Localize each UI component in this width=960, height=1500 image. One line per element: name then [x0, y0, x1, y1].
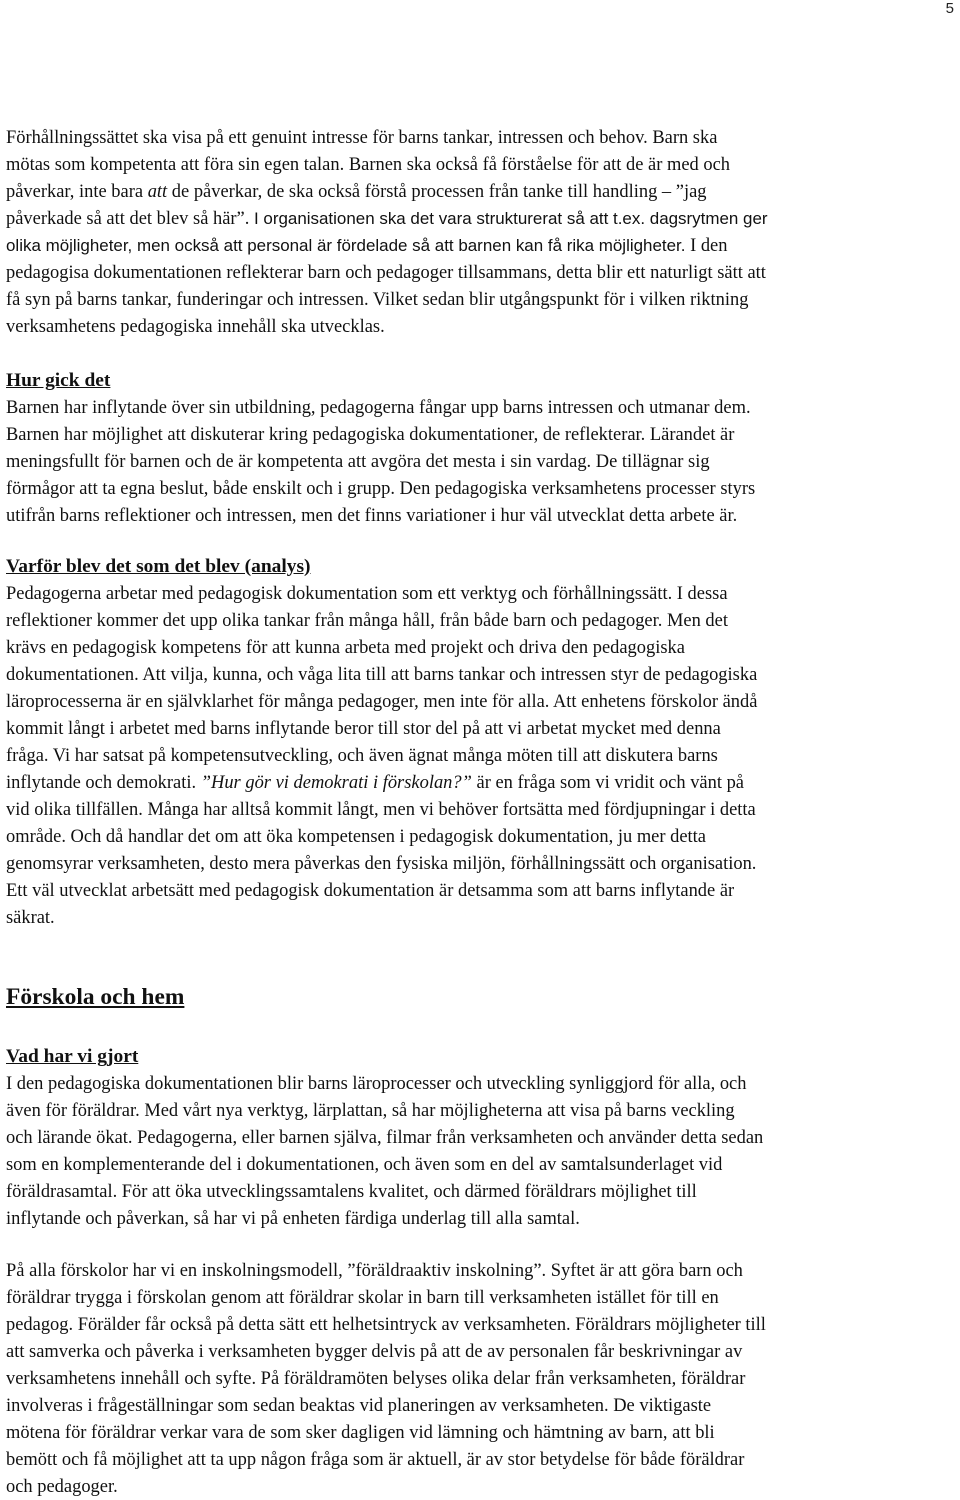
section-heading: Hur gick det	[6, 370, 111, 391]
text-line: område. Och då handlar det om att öka kompetensen i pedagogisk dokumentation, ju mer detta	[6, 826, 706, 846]
text-line: pedagog. Förälder får också på detta sätt ett helhetsintryck av verksamheten. Föräldrars möjligheter till	[6, 1314, 766, 1334]
text-line: få syn på barns tankar, funderingar och intressen. Vilket sedan blir utgångspunkt för i vilken riktning	[6, 289, 749, 309]
text-line: och lärande ökat. Pedagogerna, eller barnen själva, filmar från verksamheten och använder detta sedan	[6, 1127, 764, 1147]
text-line: Barnen har inflytande över sin utbildning, pedagogerna fångar upp barns intressen och utmanar dem.	[6, 397, 751, 417]
text-line: att samverka och påverka i verksamheten bygger delvis på att de av personalen får beskrivningar av	[6, 1341, 743, 1361]
text-line: säkrat.	[6, 907, 55, 927]
text-line: inflytande och demokrati. ”Hur gör vi demokrati i förskolan?” är en fråga som vi vridit och vänt på	[6, 772, 744, 792]
chapter-heading: Förskola och hem	[6, 984, 185, 1010]
section-heading: Varför blev det som det blev (analys)	[6, 556, 311, 577]
text-line: genomsyrar verksamheten, desto mera påverkas den fysiska miljön, förhållningssätt och organisation.	[6, 853, 757, 873]
text-line: mötas som kompetenta att föra sin egen talan. Barnen ska också få förståelse för att de är med och	[6, 154, 731, 174]
text-line: förmågor att ta egna beslut, både enskilt och i grupp. Den pedagogiska verksamhetens processer styrs	[6, 478, 756, 498]
inskolning-paragraph	[6, 1257, 958, 1500]
text-line: läroprocesserna är en självklarhet för många pedagoger, men inte för alla. Att enhetens förskolor ändå	[6, 691, 758, 711]
text-line: Förhållningssättet ska visa på ett genuint intresse för barns tankar, intressen och behov. Barn ska	[6, 127, 718, 147]
text-line: olika möjligheter, men också att personal är fördelade så att barnen kan få rika möjligheter. I den	[6, 235, 728, 255]
text-line: som en komplementerande del i dokumentationen, och även som en del av samtalsunderlaget vid	[6, 1154, 723, 1174]
text-line: även för föräldrar. Med vårt nya verktyg, lärplattan, så har möjligheterna att visa på barns veckling	[6, 1100, 735, 1120]
text-line: verksamhetens pedagogiska innehåll ska utvecklas.	[6, 316, 385, 336]
text-line: vid olika tillfällen. Många har alltså kommit långt, men vi behöver fortsätta med fördjupningar i detta	[6, 799, 756, 819]
text-line: involveras i frågeställningar som sedan beaktas vid planeringen av verksamheten. De viktigaste	[6, 1395, 712, 1415]
text-line: Ett väl utvecklat arbetsätt med pedagogisk dokumentation är detsamma som att barns inflytande är	[6, 880, 735, 900]
text-line: kommit långt i arbetet med barns inflytande beror till stor del på att vi arbetat mycket med denna	[6, 718, 721, 738]
text-line: Barnen har möjlighet att diskuterar kring pedagogiska dokumentationer, de reflekterar. Lärandet är	[6, 424, 735, 444]
text-line: inflytande och påverkan, så har vi på enheten färdiga underlag till alla samtal.	[6, 1208, 580, 1228]
text-line: På alla förskolor har vi en inskolningsmodell, ”föräldraaktiv inskolning”. Syftet är att göra barn och	[6, 1260, 743, 1280]
text-line: verksamhetens innehåll och syfte. På föräldramöten belyses olika delar från verksamheten, föräldrar	[6, 1368, 746, 1388]
text-line: meningsfullt för barnen och de är kompetenta att avgöra det mesta i sin vardag. De tillägnar sig	[6, 451, 710, 471]
text-line: bemött och få möjlighet att ta upp någon fråga som är aktuell, är av stor betydelse för både föräldrar	[6, 1449, 745, 1469]
text-line: I den pedagogiska dokumentationen blir barns läroprocesser och utveckling synliggjord för alla, och	[6, 1073, 747, 1093]
section-hur-gick-det	[6, 367, 958, 529]
text-line: dokumentationen. Att vilja, kunna, och våga lita till att barns tankar och intressen styr de pedagogiska	[6, 664, 758, 684]
text-line: påverkade så att det blev så här”. I organisationen ska det vara strukturerat så att t.ex. dagsrytmen ger	[6, 208, 768, 228]
text-line: föräldrar trygga i förskolan genom att föräldrar skolar in barn till verksamheten istället för till en	[6, 1287, 719, 1307]
section-heading: Vad har vi gjort	[6, 1046, 139, 1067]
section-forskola-och-hem	[6, 982, 958, 1012]
intro-paragraph	[6, 124, 958, 340]
text-line: mötena för föräldrar verkar vara de som sker dagligen vid lämning och hämtning av barn, att bli	[6, 1422, 715, 1442]
text-line: påverkar, inte bara att de påverkar, de ska också förstå processen från tanke till handling – ”jag	[6, 181, 707, 201]
section-analys	[6, 553, 958, 931]
page-number: 5	[945, 0, 954, 17]
text-line: reflektioner kommer det upp olika tankar från många håll, från både barn och pedagoger. Men det	[6, 610, 728, 630]
section-vad-har-vi-gjort	[6, 1043, 958, 1232]
text-line: föräldrasamtal. För att öka utvecklingssamtalens kvalitet, och därmed föräldrars möjlighet till	[6, 1181, 697, 1201]
text-line: krävs en pedagogisk kompetens för att kunna arbeta med projekt och driva den pedagogiska	[6, 637, 685, 657]
text-line: pedagogisa dokumentationen reflekterar barn och pedagoger tillsammans, detta blir ett naturligt sätt att	[6, 262, 766, 282]
text-line: och pedagoger.	[6, 1476, 118, 1496]
text-line: utifrån barns reflektioner och intressen, men det finns variationer i hur väl utvecklat detta arbete är.	[6, 505, 738, 525]
text-line: Pedagogerna arbetar med pedagogisk dokumentation som ett verktyg och förhållningssätt. I dessa	[6, 583, 728, 603]
text-line: fråga. Vi har satsat på kompetensutveckling, och även ägnat många möten till att diskutera barns	[6, 745, 718, 765]
